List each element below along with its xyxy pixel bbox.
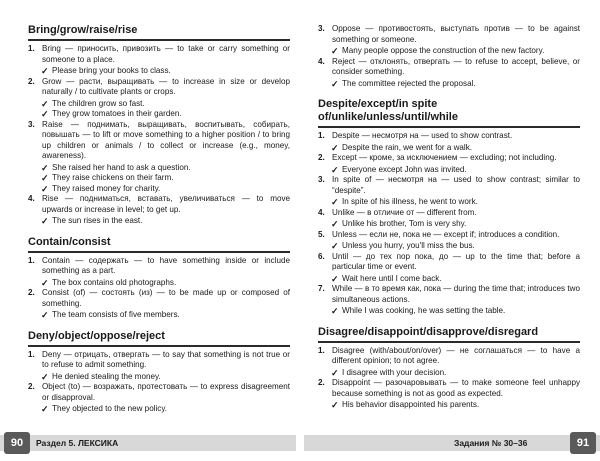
section-heading: Despite/except/in spite of/unlike/unless/until/while [318,98,580,128]
example-sentence [28,278,290,289]
example-text: Many people oppose the construction of the new factory. [342,46,545,55]
item-number: 5. [318,229,325,239]
example-sentence [318,79,580,90]
check-icon: ✓ [41,310,49,320]
definition-text: Grow — расти, выращивать — to increase in size or develop naturally / to cultivate plants or crops. [42,76,290,96]
definition-text: Unless — если не, пока не — except if; introduces a condition. [332,229,560,239]
definition-item [28,256,290,277]
definition-text: Disagree (with/about/on/over) — не соглашаться — to have a different opinion; to not agree. [332,345,580,365]
example-sentence [318,274,580,285]
check-icon: ✓ [331,197,339,207]
definition-item [28,120,290,162]
definition-item [318,57,580,78]
item-number: 4. [28,194,35,203]
item-number: 1. [318,345,325,355]
definition-text: Reject — отклонять, отвергать — to refuse to accept, believe, or consider something. [332,56,580,76]
definition-text: Bring — приносить, привозить — to take or carry something or someone to a place. [42,44,290,64]
vocab-section [28,24,290,227]
example-text: Despite the rain, we went for a walk. [342,142,473,152]
vocab-section [318,326,580,411]
example-sentence [318,165,580,176]
definition-item [318,24,580,45]
definition-text: Deny — отрицать, отвергать — to say that something is not true or to refuse to admit something. [42,349,290,369]
check-icon: ✓ [331,367,339,378]
item-number: 3. [28,119,35,129]
definition-item [318,153,580,164]
example-text: They raised money for charity. [52,183,161,193]
check-icon: ✓ [41,98,49,109]
example-sentence [318,46,580,57]
definition-item [28,382,290,403]
check-icon: ✓ [41,173,49,183]
example-text: His behavior disappointed his parents. [342,400,480,409]
example-text: While I was cooking, he was setting the table. [342,306,506,315]
example-text: Wait here until I come back. [342,273,442,283]
definition-text: Oppose — противостоять, выступать против — to be against something or someone. [332,24,580,44]
vocab-section [28,236,290,321]
example-text: The box contains old photographs. [52,277,177,287]
example-sentence [28,163,290,174]
example-text: Unless you hurry, you'll miss the bus. [342,241,475,250]
definition-item [318,131,580,142]
item-number: 4. [318,56,325,66]
definition-item [318,346,580,367]
section-heading: Disagree/disappoint/disapprove/disregard [318,326,580,343]
item-number: 3. [318,24,325,33]
check-icon: ✓ [331,164,339,175]
definition-text: In spite of — несмотря на — used to show contrast; similar to “despite”. [332,175,580,195]
definition-text: Except — кроме, за исключением — excluding; not including. [332,153,557,162]
item-number: 3. [318,175,325,184]
example-text: They grow tomatoes in their garden. [52,109,182,118]
example-sentence [318,400,580,411]
example-sentence [28,216,290,227]
example-text: Everyone except John was invited. [342,164,467,174]
definition-text: Consist (of) — состоять (из) — to be made up or composed of something. [42,288,290,308]
example-sentence [28,99,290,110]
right-page-number: 91 [570,432,596,454]
definition-item [318,230,580,241]
definition-text: Until — до тех пор пока, до — up to the time that; before a particular time or event. [332,251,580,271]
left-page-number: 90 [4,432,30,454]
section-heading: Bring/grow/raise/rise [28,24,290,41]
definition-text: While — в то время как, пока — during the time that; introduces two simultaneous actions. [332,284,580,304]
example-text: Unlike his brother, Tom is very shy. [342,219,467,228]
example-sentence [28,404,290,415]
vocab-section [318,98,580,317]
right-section-label: Задания № 30–36 [454,438,528,448]
example-text: He denied stealing the money. [52,371,161,381]
item-number: 1. [28,349,35,359]
definition-item [318,208,580,219]
check-icon: ✓ [41,216,49,226]
example-text: Please bring your books to class. [52,66,171,75]
right-page-column [318,24,580,420]
check-icon: ✓ [41,371,49,382]
definition-text: Despite — несмотря на — used to show contrast. [332,131,513,140]
example-sentence [28,109,290,120]
check-icon: ✓ [331,219,339,229]
page-footer [0,430,600,456]
section-heading: Contain/consist [28,236,290,253]
item-number: 7. [318,284,325,293]
definition-item [28,194,290,215]
definition-text: Contain — содержать — to have something inside or include something as a part. [42,255,290,275]
definition-item [28,288,290,309]
definition-text: Unlike — в отличие от — different from. [332,207,477,217]
definition-item [28,44,290,65]
definition-item [318,284,580,305]
item-number: 1. [28,255,35,265]
check-icon: ✓ [331,273,339,284]
check-icon: ✓ [331,241,339,251]
definition-text: Object (to) — возражать, протестовать — to express disagreement or disapproval. [42,382,290,402]
definition-item [318,378,580,399]
example-sentence [318,241,580,252]
example-text: They objected to the new policy. [52,404,168,413]
check-icon: ✓ [41,66,49,76]
example-text: The children grow so fast. [52,98,145,108]
check-icon: ✓ [331,400,339,410]
example-sentence [28,372,290,383]
item-number: 2. [28,76,35,86]
item-number: 2. [28,288,35,297]
check-icon: ✓ [41,183,49,194]
check-icon: ✓ [41,277,49,288]
left-section-label: Раздел 5. ЛЕКСИКА [36,438,119,448]
definition-text: Raise — поднимать, выращивать, воспитывать, собирать, повышать — to lift or move something to a higher position / to bring up children or animals / to collect or increase (e.g., money, awareness). [42,119,290,160]
example-text: The team consists of five members. [52,310,180,319]
item-number: 2. [318,378,325,387]
check-icon: ✓ [331,306,339,316]
example-sentence [28,173,290,184]
example-sentence [28,310,290,321]
right-footer-band [304,435,600,451]
example-text: The sun rises in the east. [52,216,143,225]
vocab-section [28,330,290,415]
example-sentence [318,306,580,317]
definition-item [28,350,290,371]
item-number: 6. [318,251,325,261]
item-number: 4. [318,207,325,217]
example-text: The committee rejected the proposal. [342,78,476,88]
item-number: 2. [28,382,35,391]
vocab-section [318,24,580,89]
example-text: I disagree with your decision. [342,367,447,377]
example-sentence [318,219,580,230]
example-sentence [318,368,580,379]
check-icon: ✓ [331,78,339,89]
example-sentence [28,184,290,195]
check-icon: ✓ [41,162,49,173]
definition-text: Rise — подниматься, вставать, увеличиваться — to move upwards or increase in level; to get up. [42,194,290,214]
item-number: 1. [318,131,325,140]
example-text: They raise chickens on their farm. [52,173,174,182]
item-number: 1. [28,44,35,53]
definition-item [318,175,580,196]
definition-item [28,77,290,98]
definition-item [318,252,580,273]
example-sentence [318,197,580,208]
check-icon: ✓ [331,142,339,153]
example-text: She raised her hand to ask a question. [52,162,191,172]
example-text: In spite of his illness, he went to work. [342,197,478,206]
check-icon: ✓ [41,404,49,414]
check-icon: ✓ [331,46,339,56]
item-number: 2. [318,153,325,162]
example-sentence [318,143,580,154]
example-sentence [28,66,290,77]
section-heading: Deny/object/oppose/reject [28,330,290,347]
left-page-column [28,24,290,424]
check-icon: ✓ [41,109,49,119]
definition-text: Disappoint — разочаровывать — to make someone feel unhappy because something is not as good as expected. [332,378,580,398]
